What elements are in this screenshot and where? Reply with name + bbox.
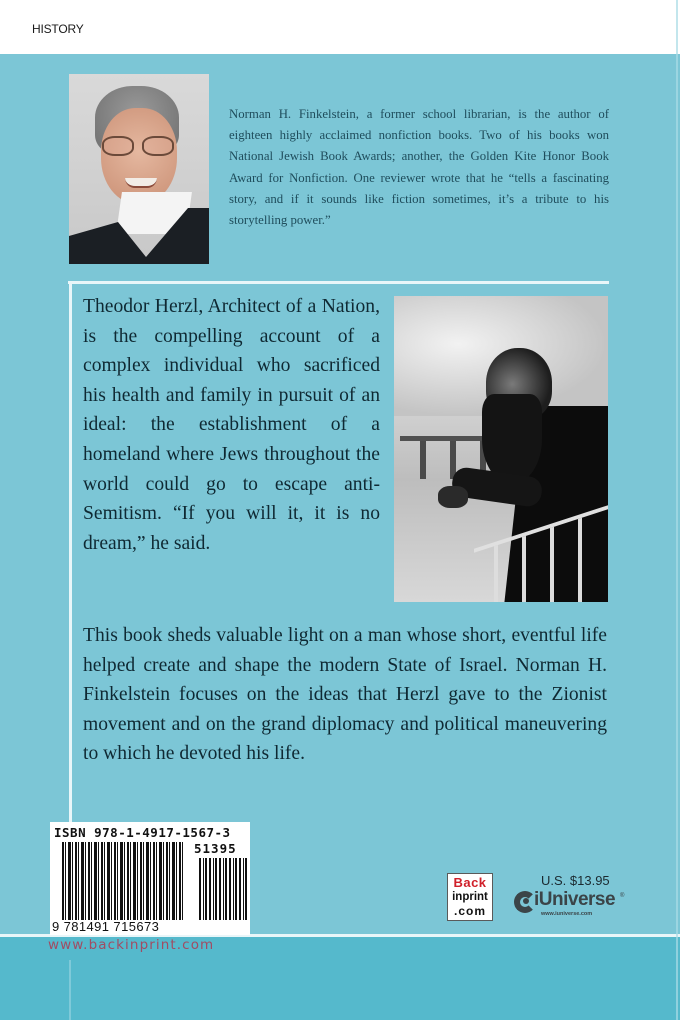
price-label: U.S. $13.95 bbox=[541, 873, 610, 888]
barcode-bars-icon bbox=[62, 842, 184, 920]
author-bio: Norman H. Finkelstein, a former school librarian, is the author of eighteen highly acclaimed nonfiction books. Two of his books won National Jewish Book Awards; another, the Golden Kite Honor Book Award for Nonfiction. One reviewer wrote that he “tells a fascinating story, and if it sounds like fiction sometimes, it’s a tribute to his storytelling power.” bbox=[229, 107, 609, 228]
photo-hands bbox=[438, 486, 468, 508]
description-paragraph-1: Theodor Herzl, Architect of a Nation, is the compelling account of a complex individual who sacrificed his health and family in pursuit of an ideal: the establishment of a homeland where Jews throughout the world could go to escape anti-Semitism. “If you will it, it is no dream,” he said. bbox=[83, 296, 380, 554]
logo-line-2: inprint bbox=[452, 891, 488, 903]
glasses-icon bbox=[102, 136, 176, 158]
herzl-photo bbox=[394, 296, 608, 602]
price-code: 51395 bbox=[194, 841, 237, 856]
frame-top-line bbox=[68, 281, 609, 284]
logo-line-1: Back bbox=[453, 875, 487, 890]
logo-line-3: .com bbox=[453, 904, 486, 918]
backinprint-logo bbox=[447, 873, 493, 921]
registered-mark-icon: ® bbox=[620, 893, 625, 899]
ean-digits: 9 781491 715673 bbox=[52, 919, 160, 934]
iuniverse-swirl-icon bbox=[514, 891, 536, 913]
isbn-text: ISBN 978-1-4917-1567-3 bbox=[54, 825, 231, 840]
description-paragraph-2: This book sheds valuable light on a man whose short, eventful life helped create and shape the modern State of Israel. Norman H. Finkelstein focuses on the ideas that Herzl gave to the Zionist movement and on the grand diplomacy and political maneuvering to which he devoted his life. bbox=[83, 625, 607, 765]
bottom-guide-line bbox=[69, 960, 71, 1020]
frame-left-line bbox=[69, 281, 72, 823]
addon-barcode-bars-icon bbox=[199, 858, 247, 920]
iuniverse-logo bbox=[514, 891, 629, 925]
right-edge-line bbox=[676, 0, 678, 1020]
iuniverse-url: www.iuniverse.com bbox=[541, 911, 593, 917]
website-link[interactable]: www.backinprint.com bbox=[48, 937, 215, 953]
top-band bbox=[0, 0, 680, 54]
category-label: HISTORY bbox=[32, 22, 84, 36]
iuniverse-wordmark: iUniverse bbox=[534, 889, 616, 910]
author-smile bbox=[125, 178, 157, 188]
isbn-barcode bbox=[50, 822, 250, 935]
author-photo bbox=[69, 74, 209, 264]
